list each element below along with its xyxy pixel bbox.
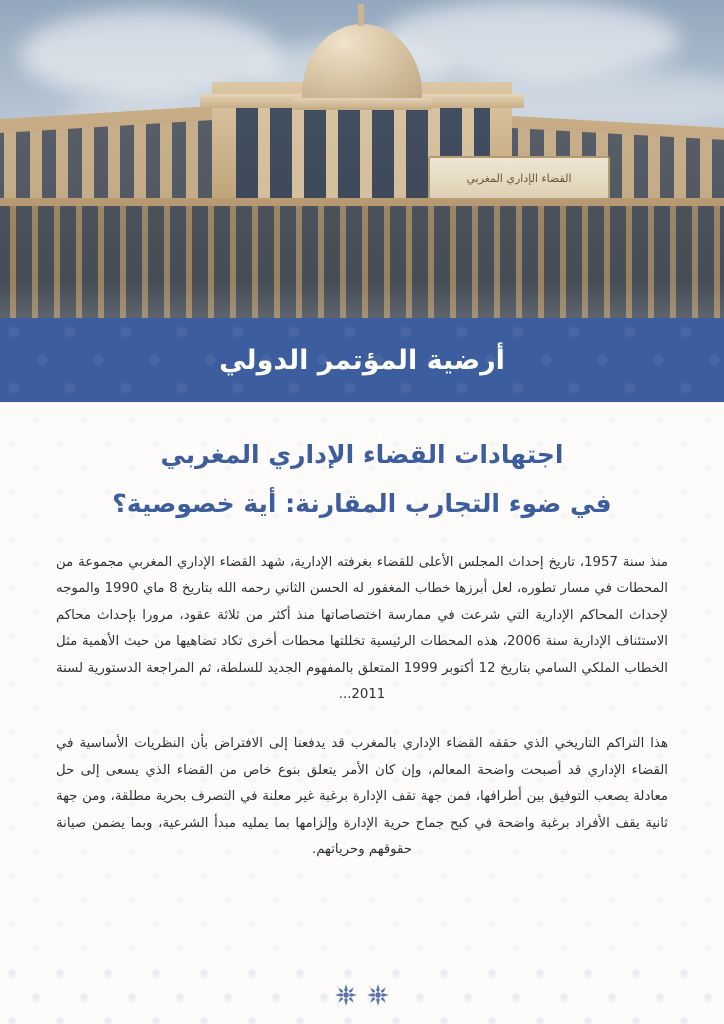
rosette-icon [367,984,389,1006]
building-name-plaque [428,156,610,200]
banner-title: أرضية المؤتمر الدولي [219,344,505,376]
building-name-plaque-text: القضاء الإداري المغربي [466,171,572,185]
page-title [56,436,668,524]
building-finial [358,4,364,26]
building-dome-base [292,98,432,110]
body-paragraph-2: هذا التراكم التاريخي الذي حققه القضاء الإداري بالمغرب قد يدفعنا إلى الافتراض بأن النظريات الأساسية في القضاء الإداري قد أصبحت واضحة المعالم، وإن كان الأمر يتعلق بنوع خاص من القضاء الذي يسعى إلى حل معادلة يصعب التوفيق بين أطرافها، فمن جهة تقف الإدارة برغبة غير معلنة في التصرف بحرية مطلقة، ومن جهة ثانية يقف الأفراد برغبة واضحة في كبح جماح حرية الإدارة وإلزامها بما يمليه مبدأ الشرعية، وبما يضمن صيانة حقوقهم وحرياتهم. [56,736,668,858]
footer-ornament [0,984,724,1006]
document-content [0,402,724,864]
page-title-line-2: في ضوء التجارب المقارنة: أية خصوصية؟ [112,488,612,518]
rosette-icon [335,984,357,1006]
page-title-line-1: اجتهادات القضاء الإداري المغربي [160,440,564,469]
hero-image [0,0,724,318]
conference-banner [0,318,724,402]
body-paragraph-1: منذ سنة 1957، تاريخ إحداث المجلس الأعلى للقضاء بغرفته الإدارية، شهد القضاء الإداري المغربي مجموعة من المحطات في مسار تطوره، لعل أبرزها خطاب المغفور له الحسن الثاني رحمه الله بتاريخ 8 ماي 1990 والموجه لإحداث المحاكم الإدارية التي شرعت في ممارسة اختصاصاتها منذ أكثر من ثلاثة عقود، مرورا بإحداث محاكم الاستئناف الإدارية سنة 2006، هذه المحطات الرئيسية تخللتها محطات أخرى تكاد تضاهيها من حيث الأهمية مثل الخطاب الملكي السامي بتاريخ 12 أكتوبر 1999 المتعلق بالمفهوم الجديد للسلطة، ثم المراجعة الدستورية لسنة 2011... [56,554,669,703]
hero-bottom-fade [0,282,724,318]
